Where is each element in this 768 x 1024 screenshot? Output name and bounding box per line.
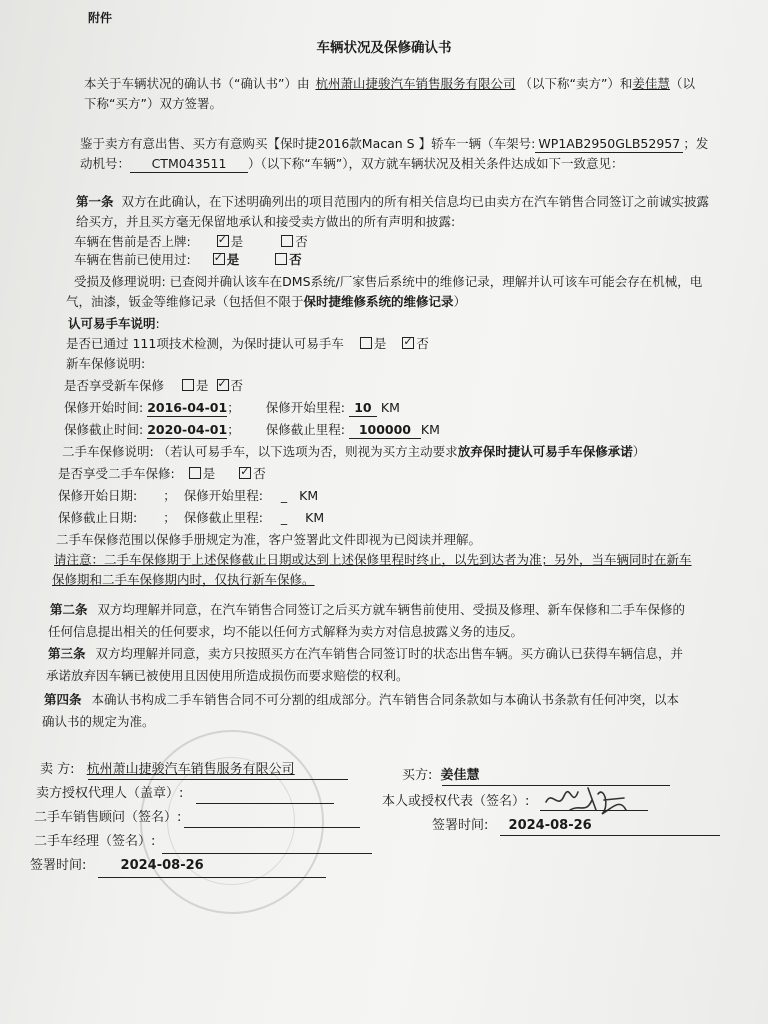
yes-label: 是 bbox=[373, 336, 387, 351]
vehicle-text-b: ；发 bbox=[683, 136, 709, 151]
checkbox-icon bbox=[275, 253, 287, 265]
buyer-rep-line[interactable] bbox=[540, 810, 648, 811]
intro-text-a: 本关于车辆状况的确认书（“确认书”）由 bbox=[84, 76, 310, 91]
usedcar-close: ） bbox=[632, 444, 646, 459]
semicolon: ； bbox=[227, 400, 240, 415]
buyer-row bbox=[402, 768, 480, 784]
end-km-label: 保修截止里程: bbox=[265, 422, 345, 437]
intro-seller-name: 杭州萧山捷骏汽车销售服务有限公司 bbox=[315, 76, 516, 91]
article2-text-1: 双方均理解并同意，在汽车销售合同签订之后买方就车辆售前使用、受损及修理、新车保修和二手车保修的 bbox=[97, 602, 686, 617]
article3-heading: 第三条 bbox=[48, 646, 86, 661]
checkbox-checked-icon bbox=[239, 467, 251, 479]
start-date-value: 2016-04-01 bbox=[147, 400, 228, 415]
newcar-label: 是否享受新车保修 bbox=[64, 378, 165, 393]
plated-yes-option[interactable] bbox=[217, 234, 244, 249]
used-label: 车辆在售前已使用过: bbox=[74, 252, 191, 267]
start-date-label: 保修开始时间: bbox=[64, 400, 144, 415]
start-km-label: 保修开始里程: bbox=[265, 400, 345, 415]
usedcar-question bbox=[58, 466, 266, 482]
vehicle-line-2 bbox=[80, 156, 623, 173]
semicolon: ； bbox=[227, 422, 240, 437]
newcar-no-option[interactable] bbox=[217, 378, 244, 393]
usedcar-start-km-blank: _ bbox=[280, 488, 288, 503]
seller-agent-label: 卖方授权代理人（盖章）: bbox=[36, 786, 184, 801]
article1-text-1: 双方在此确认，在下述明确列出的项目范围内的所有相关信息均已由卖方在汽车销售合同签订之前诚实披露 bbox=[121, 194, 710, 209]
plated-question bbox=[74, 234, 308, 250]
checkbox-checked-icon bbox=[213, 253, 225, 265]
usedcar-end-km-label: 保修截止里程: bbox=[183, 510, 263, 525]
km-unit: KM bbox=[380, 400, 400, 415]
start-km-value: 10 bbox=[349, 400, 377, 417]
used-no-option[interactable] bbox=[275, 252, 302, 267]
usedcar-start-date-label: 保修开始日期: bbox=[58, 488, 138, 503]
sales-advisor-label: 二手车销售顾问（签名）: bbox=[34, 810, 182, 825]
km-unit: KM bbox=[420, 422, 440, 437]
end-km-value: 100000 bbox=[349, 422, 421, 439]
intro-buyer-name: 姜佳慧 bbox=[632, 76, 670, 91]
yes-label: 是 bbox=[226, 252, 240, 267]
used-yes-option[interactable] bbox=[213, 252, 240, 267]
usedcar-end-row bbox=[58, 510, 324, 526]
seller-date-line bbox=[98, 877, 326, 878]
yes-label: 是 bbox=[196, 378, 209, 393]
no-label: 否 bbox=[230, 378, 244, 393]
used-question bbox=[74, 252, 302, 268]
newcar-question bbox=[64, 378, 243, 394]
semicolon: ； bbox=[163, 488, 176, 503]
engine-no-value: CTM043511 bbox=[130, 156, 248, 173]
usedcar-note-1: 请注意：二手车保修期于上述保修截止日期或达到上述保修里程时终止，以先到达者为准；另外，当车辆同时在新车 bbox=[54, 552, 692, 567]
usedcar-end-km-blank: _ bbox=[280, 510, 288, 525]
no-label: 否 bbox=[416, 336, 429, 351]
seller-value: 杭州萧山捷骏汽车销售服务有限公司 bbox=[86, 762, 295, 777]
newcar-end-row bbox=[64, 422, 440, 439]
usedcar-note-2: 保修期和二手车保修期内时，仅执行新车保修。 bbox=[52, 572, 315, 587]
buyer-date-line bbox=[500, 835, 720, 836]
vehicle-text-d: ）（以下称“车辆”），双方就车辆状况及相关条件达成如下一致意见： bbox=[248, 156, 624, 171]
yes-label: 是 bbox=[202, 466, 216, 481]
plated-no-option[interactable] bbox=[281, 234, 308, 249]
buyer-date-row bbox=[432, 818, 592, 834]
article4-heading: 第四条 bbox=[44, 692, 82, 707]
checkbox-checked-icon bbox=[402, 337, 414, 349]
no-label: 否 bbox=[295, 234, 308, 249]
usedcar-yes-option[interactable] bbox=[189, 466, 216, 481]
article1-heading: 第一条 bbox=[76, 194, 114, 209]
checkbox-icon bbox=[360, 337, 372, 349]
certified-passed-label: 是否已通过 111项技术检测，为保时捷认可易手车 bbox=[66, 336, 344, 351]
vehicle-text-a: 鉴于卖方有意出售、买方有意购买【保时捷2016款Macan S 】轿车一辆（车架号: bbox=[80, 136, 536, 151]
damage-close: ） bbox=[453, 294, 467, 309]
usedcar-line bbox=[62, 444, 645, 460]
usedcar-bold-text: 放弃保时捷认可易手车保修承诺 bbox=[457, 444, 633, 459]
document-title: 车辆状况及保修确认书 bbox=[316, 40, 452, 56]
damage-line-1: 受损及修理说明: 已查阅并确认该车在DMS系统/厂家售后系统中的维修记录，理解并认可该车可能会存在机械，电 bbox=[74, 274, 703, 289]
newcar-start-row bbox=[64, 400, 400, 417]
vehicle-line-1 bbox=[80, 136, 708, 153]
checkbox-icon bbox=[189, 467, 201, 479]
article3-line-2: 承诺放弃因车辆已被使用且因使用所造成损伤而要求赔偿的权利。 bbox=[46, 668, 409, 683]
seller-line bbox=[88, 779, 348, 780]
certified-passed-question bbox=[66, 336, 429, 352]
vehicle-text-c: 动机号： bbox=[80, 156, 131, 171]
manager-label: 二手车经理（签名）: bbox=[34, 834, 156, 849]
sales-advisor-line[interactable] bbox=[184, 827, 360, 828]
article2-line-2: 任何信息提出相关的任何要求，均不能以任何方式解释为卖方对信息披露义务的违反。 bbox=[48, 624, 524, 639]
annex-label: 附件 bbox=[88, 11, 113, 25]
buyer-date-label: 签署时间: bbox=[432, 818, 489, 833]
usedcar-text: 二手车保修说明: （若认可易手车，以下选项为否，则视为买方主动要求 bbox=[62, 444, 458, 459]
usedcar-scope: 二手车保修范围以保修手册规定为准，客户签署此文件即视为已阅读并理解。 bbox=[56, 532, 482, 547]
buyer-value: 姜佳慧 bbox=[440, 768, 480, 783]
no-label: 否 bbox=[253, 466, 266, 481]
km-unit: KM bbox=[305, 510, 325, 525]
article2-heading: 第二条 bbox=[50, 602, 88, 617]
intro-text-c: （以 bbox=[669, 76, 695, 91]
intro-text-b: （以下称“卖方”）和 bbox=[519, 76, 633, 91]
usedcar-start-row bbox=[58, 488, 318, 504]
end-date-label: 保修截止时间: bbox=[64, 422, 144, 437]
plated-label: 车辆在售前是否上牌: bbox=[74, 234, 191, 249]
buyer-rep-label: 本人或授权代表（签名）: bbox=[382, 794, 530, 809]
certified-no-option[interactable] bbox=[402, 336, 429, 351]
article3-line-1 bbox=[48, 646, 683, 662]
damage-line-2 bbox=[66, 294, 466, 310]
certified-heading-row bbox=[68, 316, 160, 332]
manager-line[interactable] bbox=[162, 853, 372, 854]
no-label: 否 bbox=[289, 252, 302, 267]
checkbox-checked-icon bbox=[217, 235, 229, 247]
damage-text: 气，油漆，钣金等维修记录（包括但不限于 bbox=[66, 294, 304, 309]
article3-text-1: 双方均理解并同意，卖方只按照买方在汽车销售合同签订时的状态出售车辆。买方确认已获得车辆信息，并 bbox=[95, 646, 684, 661]
intro-line-2: 下称“买方”）双方签署。 bbox=[84, 96, 222, 111]
checkbox-icon bbox=[182, 379, 194, 391]
buyer-label: 买方: bbox=[402, 768, 433, 783]
usedcar-start-km-label: 保修开始里程: bbox=[183, 488, 263, 503]
semicolon: ； bbox=[163, 510, 176, 525]
vin-value: WP1AB2950GLB52957 bbox=[535, 136, 683, 153]
article2-line-1 bbox=[50, 602, 685, 618]
checkbox-icon bbox=[281, 235, 293, 247]
end-date-value: 2020-04-01 bbox=[147, 422, 228, 437]
newcar-heading: 新车保修说明: bbox=[66, 356, 146, 371]
intro-line-1 bbox=[84, 76, 695, 92]
buyer-date-value: 2024-08-26 bbox=[508, 818, 592, 833]
seller-label: 卖 方: bbox=[40, 762, 75, 777]
km-unit: KM bbox=[299, 488, 319, 503]
certified-colon: : bbox=[155, 316, 160, 331]
seller-date-label: 签署时间: bbox=[30, 858, 87, 873]
newcar-yes-option[interactable] bbox=[182, 378, 209, 393]
seller-row bbox=[40, 762, 295, 778]
certified-yes-option[interactable] bbox=[360, 336, 387, 351]
article4-text-1: 本确认书构成二手车销售合同不可分割的组成部分。汽车销售合同条款如与本确认书条款有任何冲突，以本 bbox=[91, 692, 680, 707]
usedcar-label: 是否享受二手车保修: bbox=[58, 466, 175, 481]
yes-label: 是 bbox=[230, 234, 244, 249]
seller-date-value: 2024-08-26 bbox=[120, 858, 204, 873]
damage-bold-text: 保时捷维修系统的维修记录 bbox=[303, 294, 454, 309]
checkbox-checked-icon bbox=[217, 379, 229, 391]
seller-agent-line[interactable] bbox=[196, 803, 334, 804]
article1-line-2: 给买方，并且买方毫无保留地承认和接受卖方做出的所有声明和披露: bbox=[76, 214, 456, 229]
article1-line-1 bbox=[76, 194, 709, 210]
article4-line-1 bbox=[44, 692, 679, 708]
usedcar-no-option[interactable] bbox=[239, 466, 266, 481]
seller-date-row bbox=[30, 858, 204, 874]
article4-line-2: 确认书的规定为准。 bbox=[42, 714, 155, 729]
certified-heading: 认可易手车说明 bbox=[68, 316, 156, 331]
usedcar-end-date-label: 保修截止日期: bbox=[58, 510, 138, 525]
